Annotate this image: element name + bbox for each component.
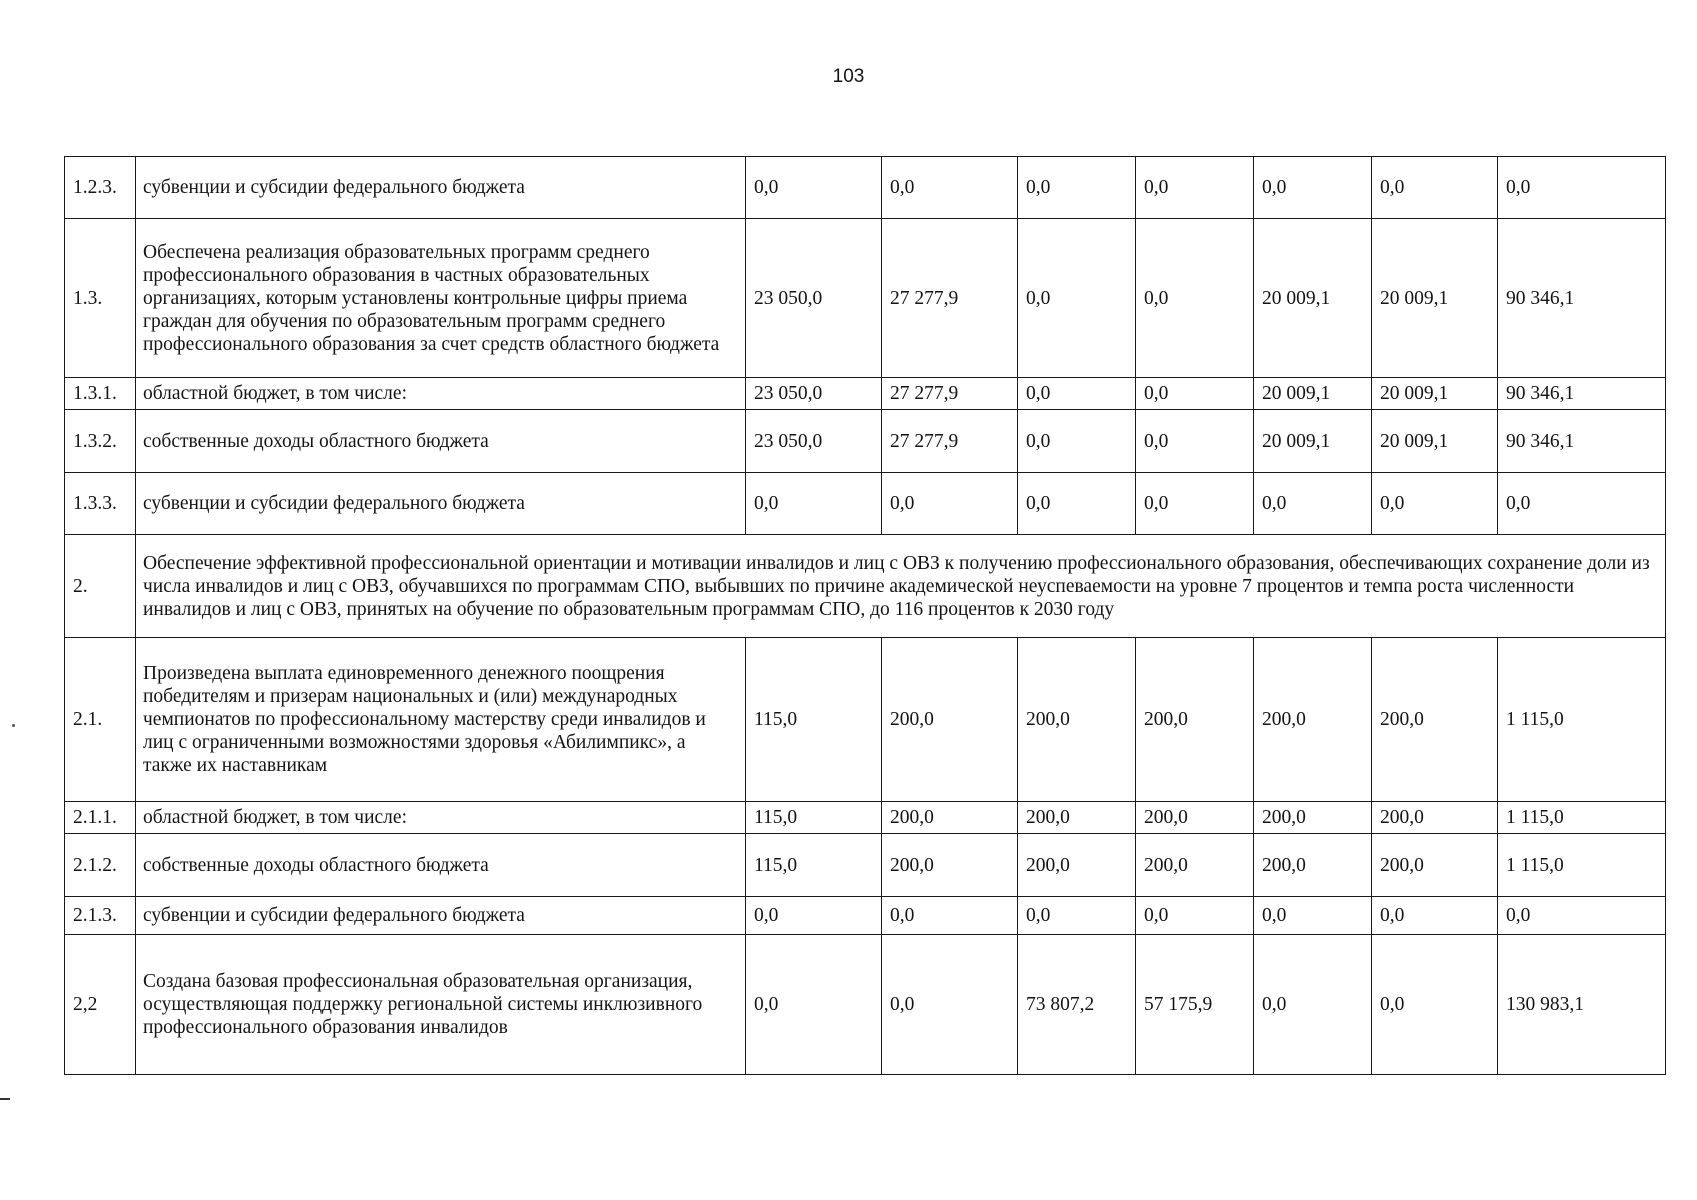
value-cell: 0,0 xyxy=(1018,473,1136,535)
value-cell: 0,0 xyxy=(1136,410,1254,473)
value-cell: 20 009,1 xyxy=(1372,219,1498,378)
value-cell: 0,0 xyxy=(1018,157,1136,219)
value-cell: 90 346,1 xyxy=(1498,219,1666,378)
row-code: 2.1.3. xyxy=(65,897,136,935)
value-cell: 0,0 xyxy=(1372,473,1498,535)
value-cell: 27 277,9 xyxy=(882,378,1018,410)
value-cell: 20 009,1 xyxy=(1254,219,1372,378)
table-row xyxy=(65,219,1666,378)
value-cell: 0,0 xyxy=(1254,935,1372,1075)
value-cell: 200,0 xyxy=(882,834,1018,897)
table-row xyxy=(65,897,1666,935)
table-row xyxy=(65,802,1666,834)
value-cell: 0,0 xyxy=(882,157,1018,219)
value-cell: 115,0 xyxy=(746,834,882,897)
row-description: собственные доходы областного бюджета xyxy=(136,410,746,473)
row-code: 1.3.3. xyxy=(65,473,136,535)
value-cell: 20 009,1 xyxy=(1254,378,1372,410)
value-cell: 57 175,9 xyxy=(1136,935,1254,1075)
value-cell: 0,0 xyxy=(882,473,1018,535)
value-cell: 0,0 xyxy=(1498,157,1666,219)
value-cell: 130 983,1 xyxy=(1498,935,1666,1075)
value-cell: 0,0 xyxy=(746,935,882,1075)
value-cell: 0,0 xyxy=(882,897,1018,935)
row-code: 1.3. xyxy=(65,219,136,378)
margin-mark xyxy=(0,1098,10,1100)
table-row xyxy=(65,638,1666,802)
value-cell: 0,0 xyxy=(1018,410,1136,473)
table-row xyxy=(65,410,1666,473)
value-cell: 200,0 xyxy=(882,638,1018,802)
value-cell: 23 050,0 xyxy=(746,410,882,473)
value-cell: 1 115,0 xyxy=(1498,834,1666,897)
row-description: Обеспечена реализация образовательных программ среднего профессионального образования в частных образовательных организациях, которым установлены контрольные цифры приема граждан для обучения по образовательным программ среднего профессионального образования за счет средств областного бюджета xyxy=(136,219,746,378)
table-row xyxy=(65,935,1666,1075)
value-cell: 0,0 xyxy=(1254,473,1372,535)
value-cell: 0,0 xyxy=(1136,157,1254,219)
row-code: 1.2.3. xyxy=(65,157,136,219)
table-row xyxy=(65,378,1666,410)
value-cell: 200,0 xyxy=(1018,802,1136,834)
value-cell: 0,0 xyxy=(1136,897,1254,935)
value-cell: 0,0 xyxy=(1136,378,1254,410)
row-code: 1.3.2. xyxy=(65,410,136,473)
value-cell: 200,0 xyxy=(1018,638,1136,802)
value-cell: 0,0 xyxy=(1018,378,1136,410)
scan-dot xyxy=(12,724,15,727)
row-description: субвенции и субсидии федерального бюджета xyxy=(136,897,746,935)
row-code: 2. xyxy=(65,535,136,638)
value-cell: 0,0 xyxy=(1498,897,1666,935)
value-cell: 0,0 xyxy=(746,157,882,219)
value-cell: 0,0 xyxy=(1498,473,1666,535)
value-cell: 0,0 xyxy=(1254,897,1372,935)
value-cell: 200,0 xyxy=(1254,638,1372,802)
value-cell: 115,0 xyxy=(746,802,882,834)
value-cell: 115,0 xyxy=(746,638,882,802)
value-cell: 0,0 xyxy=(882,935,1018,1075)
value-cell: 200,0 xyxy=(1372,834,1498,897)
row-description: Обеспечение эффективной профессиональной ориентации и мотивации инвалидов и лиц с ОВЗ к получению профессионального образования, обеспечивающих сохранение доли из числа инвалидов и лиц с ОВЗ, обучавшихся по программам СПО, выбывших по причине академической неуспеваемости на уровне 7 процентов и темпа роста численности инвалидов и лиц с ОВЗ, принятых на обучение по образовательным программам СПО, до 116 процентов к 2030 году xyxy=(136,535,1666,638)
value-cell: 20 009,1 xyxy=(1372,378,1498,410)
row-code: 1.3.1. xyxy=(65,378,136,410)
value-cell: 1 115,0 xyxy=(1498,802,1666,834)
row-description: собственные доходы областного бюджета xyxy=(136,834,746,897)
value-cell: 200,0 xyxy=(1018,834,1136,897)
row-description: областной бюджет, в том числе: xyxy=(136,802,746,834)
value-cell: 20 009,1 xyxy=(1372,410,1498,473)
value-cell: 90 346,1 xyxy=(1498,410,1666,473)
value-cell: 0,0 xyxy=(1254,157,1372,219)
value-cell: 90 346,1 xyxy=(1498,378,1666,410)
value-cell: 0,0 xyxy=(746,473,882,535)
row-code: 2,2 xyxy=(65,935,136,1075)
budget-table xyxy=(64,156,1666,1075)
table-row xyxy=(65,535,1666,638)
row-code: 2.1.2. xyxy=(65,834,136,897)
value-cell: 23 050,0 xyxy=(746,219,882,378)
value-cell: 0,0 xyxy=(1372,157,1498,219)
value-cell: 0,0 xyxy=(1372,897,1498,935)
value-cell: 0,0 xyxy=(746,897,882,935)
row-code: 2.1.1. xyxy=(65,802,136,834)
value-cell: 1 115,0 xyxy=(1498,638,1666,802)
value-cell: 0,0 xyxy=(1018,219,1136,378)
page-number: 103 xyxy=(832,66,865,87)
value-cell: 200,0 xyxy=(1372,802,1498,834)
value-cell: 200,0 xyxy=(1254,834,1372,897)
row-description: субвенции и субсидии федерального бюджета xyxy=(136,473,746,535)
table-row xyxy=(65,834,1666,897)
table-row xyxy=(65,473,1666,535)
value-cell: 27 277,9 xyxy=(882,219,1018,378)
table-row xyxy=(65,157,1666,219)
row-description: Создана базовая профессиональная образовательная организация, осуществляющая поддержку региональной системы инклюзивного профессионального образования инвалидов xyxy=(136,935,746,1075)
row-description: субвенции и субсидии федерального бюджета xyxy=(136,157,746,219)
value-cell: 20 009,1 xyxy=(1254,410,1372,473)
value-cell: 73 807,2 xyxy=(1018,935,1136,1075)
value-cell: 0,0 xyxy=(1136,219,1254,378)
row-code: 2.1. xyxy=(65,638,136,802)
value-cell: 23 050,0 xyxy=(746,378,882,410)
row-description: Произведена выплата единовременного денежного поощрения победителям и призерам национальных и (или) международных чемпионатов по профессиональному мастерству среди инвалидов и лиц с ограниченными возможностями здоровья «Абилимпикс», а также их наставникам xyxy=(136,638,746,802)
value-cell: 200,0 xyxy=(1136,638,1254,802)
value-cell: 200,0 xyxy=(1372,638,1498,802)
value-cell: 27 277,9 xyxy=(882,410,1018,473)
value-cell: 200,0 xyxy=(1254,802,1372,834)
value-cell: 0,0 xyxy=(1136,473,1254,535)
row-description: областной бюджет, в том числе: xyxy=(136,378,746,410)
value-cell: 200,0 xyxy=(1136,834,1254,897)
value-cell: 200,0 xyxy=(1136,802,1254,834)
value-cell: 200,0 xyxy=(882,802,1018,834)
value-cell: 0,0 xyxy=(1372,935,1498,1075)
value-cell: 0,0 xyxy=(1018,897,1136,935)
